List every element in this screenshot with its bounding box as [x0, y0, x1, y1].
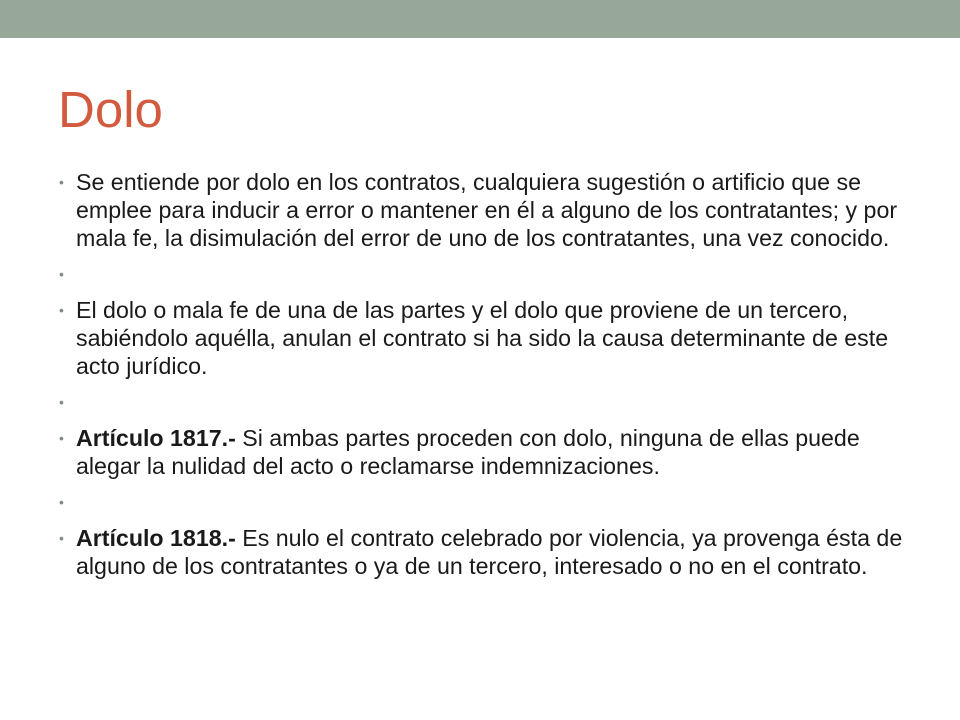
bullet-text: El dolo o mala fe de una de las partes y el dolo que proviene de un tercero, sabiéndolo aquélla, anulan el contrato si ha sido la causa determinante de este acto jurídico.: [76, 297, 889, 379]
bullet-text: Se entiende por dolo en los contratos, cualquiera sugestión o artificio que se emplee para inducir a error o mantener en él a alguno de los contratantes; y por mala fe, la disimulación del error de uno de los contratantes, una vez conocido.: [76, 169, 898, 251]
slide-title: Dolo: [58, 81, 163, 138]
bullet-marker-icon: •: [59, 394, 64, 410]
bullet-marker-icon: •: [59, 302, 64, 318]
bullet-marker-icon: •: [59, 530, 64, 546]
bullet-bold-text: Artículo 1817.-: [76, 425, 236, 451]
bullet-item-articulo-1818: [58, 524, 908, 580]
bullet-marker-icon: •: [59, 266, 64, 282]
bullet-item-empty: [58, 388, 908, 416]
bullet-text: Si ambas partes proceden con dolo, ninguna de ellas puede alegar la nulidad del acto o reclamarse indemnizaciones.: [76, 425, 860, 479]
bullet-item-definition: [58, 168, 908, 252]
bullet-item-empty: [58, 488, 908, 516]
bullet-list: [58, 168, 908, 588]
bullet-item-mala-fe: [58, 296, 908, 380]
bullet-marker-icon: •: [59, 174, 64, 190]
bullet-item-empty: [58, 260, 908, 288]
bullet-text: Es nulo el contrato celebrado por violencia, ya provenga ésta de alguno de los contratantes o ya de un tercero, interesado o no en el contrato.: [76, 525, 903, 579]
bullet-marker-icon: •: [59, 494, 64, 510]
bullet-item-articulo-1817: [58, 424, 908, 480]
header-band: [0, 0, 960, 38]
bullet-marker-icon: •: [59, 430, 64, 446]
bullet-bold-text: Artículo 1818.-: [76, 525, 236, 551]
